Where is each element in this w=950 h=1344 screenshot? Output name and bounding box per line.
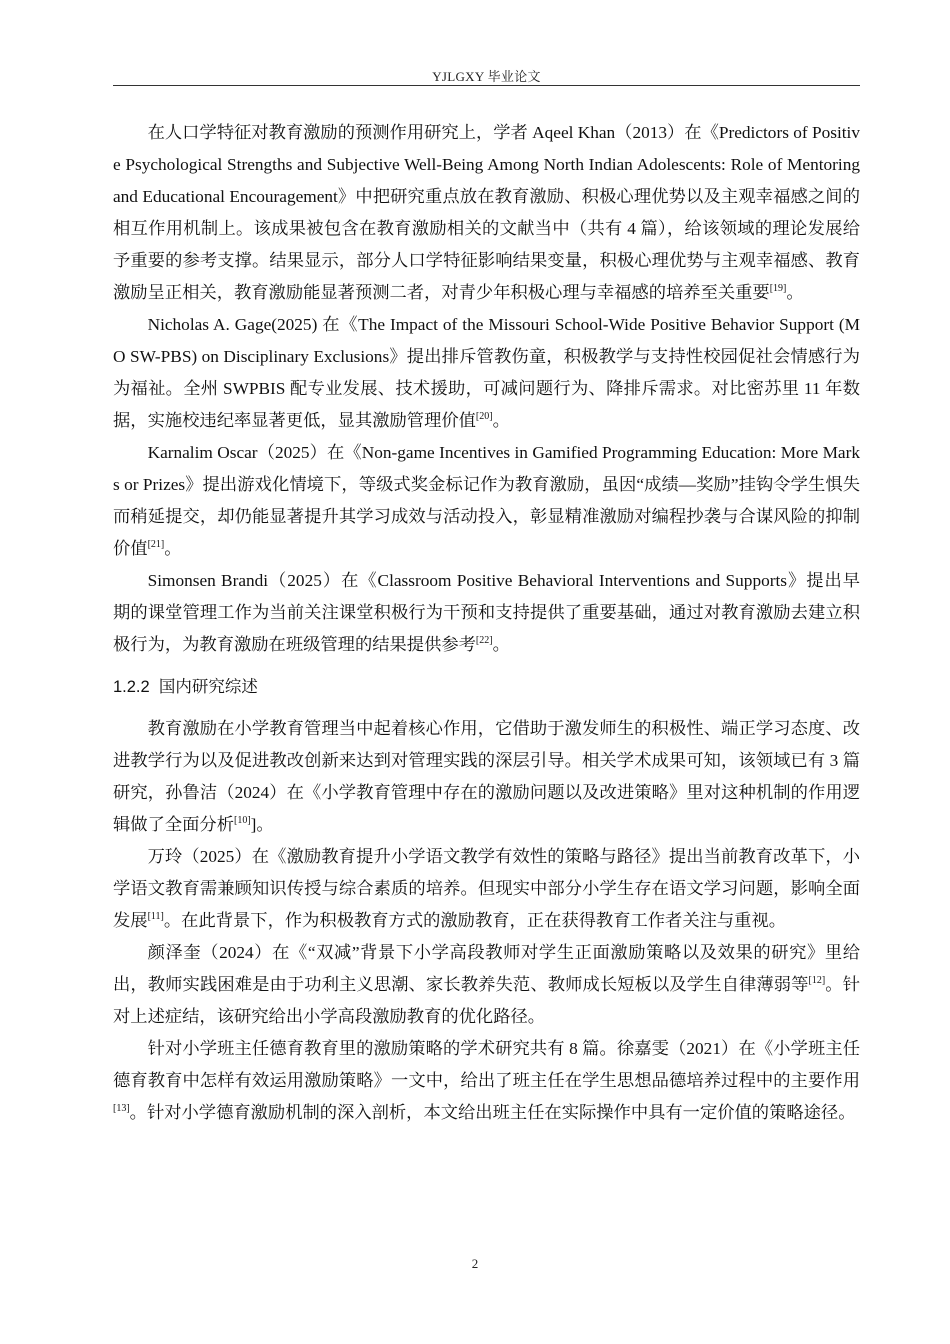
- citation-ref: [12]: [808, 975, 826, 987]
- paragraph-khan: 在人口学特征对教育激励的预测作用研究上，学者 Aqeel Khan（2013）在《Predictors of Positive Psychological Strengths and Subjective Well-Being Among North Indian Adolescents: Role of Mentoring and Educational Encouragement》中把研究重点放在教育激励、积极心理优势以及主观幸福感之间的相互作用机制上。该成果被包含在教育激励相关的文献当中（共有 4 篇），给该领域的理论发展给予重要的参考支撑。结果显示，部分人口学特征影响结果变量，积极心理优势与主观幸福感、教育激励呈正相关，教育激励能显著预测二者，对青少年积极心理与幸福感的培养至关重要[19]。: [113, 123, 860, 302]
- citation-ref: [21]: [147, 539, 165, 551]
- citation-ref: [20]: [475, 411, 493, 423]
- page-footer: [0, 1256, 950, 1272]
- paragraph-wan: 万玲（2025）在《激励教育提升小学语文教学有效性的策略与路径》提出当前教育改革下，小学语文教育需兼顾知识传授与综合素质的培养。但现实中部分小学生存在语文学习问题，影响全面发展[11]。在此背景下，作为积极教育方式的激励教育，正在获得教育工作者关注与重视。: [113, 847, 860, 930]
- citation-ref: [11]: [147, 911, 164, 923]
- paragraph-oscar: Karnalim Oscar（2025）在《Non-game Incentives in Gamified Programming Education: More Marks or Prizes》提出游戏化情境下，等级式奖金标记作为教育激励，虽因“成绩—奖励”挂钩令学生惧失而稍延提交，却仍能显著提升其学习成效与活动投入，彰显精准激励对编程抄袭与合谋风险的抑制价值[21]。: [113, 443, 860, 558]
- citation-ref: [10]: [233, 815, 251, 827]
- citation-ref: [13]: [113, 1103, 130, 1115]
- paragraph-simonsen: Simonsen Brandi（2025）在《Classroom Positive Behavioral Interventions and Supports》提出早期的课堂管理工作为当前关注课堂积极行为干预和支持提供了重要基础，通过对教育激励去建立积极行为，为教育激励在班级管理的结果提供参考[22]。: [113, 571, 860, 654]
- citation-ref: [19]: [769, 283, 787, 295]
- header-rule: [113, 85, 860, 86]
- page-header: [113, 66, 860, 85]
- paragraph-gage: Nicholas A. Gage(2025) 在《The Impact of the Missouri School-Wide Positive Behavior Support (MO SW-PBS) on Disciplinary Exclusions》提出排斥管教伤童，积极教学与支持性校园促社会情感行为为福祉。全州 SWPBIS 配专业发展、技术援助，可减问题行为、降排斥需求。对比密苏里 11 年数据，实施校违纪率显著更低，显其激励管理价值[20]。: [113, 315, 860, 430]
- page-number: 2: [471, 1256, 479, 1271]
- header-title: YJLGXY 毕业论文: [432, 69, 541, 84]
- section-title: 国内研究综述: [158, 678, 258, 696]
- section-number: 1.2.2: [113, 678, 150, 696]
- citation-ref: [22]: [475, 635, 493, 647]
- section-heading: [113, 673, 860, 701]
- paragraph-xu: 针对小学班主任德育教育里的激励策略的学术研究共有 8 篇。徐嘉雯（2021）在《小学班主任德育教育中怎样有效运用激励策略》一文中，给出了班主任在学生思想品德培养过程中的主要作用[13]。针对小学德育激励机制的深入剖析，本文给出班主任在实际操作中具有一定价值的策略途径。: [113, 1039, 860, 1122]
- document-body: [113, 117, 860, 1129]
- paragraph-yan: 颜泽奎（2024）在《“双减”背景下小学高段教师对学生正面激励策略以及效果的研究》里给出，教师实践困难是由于功利主义思潮、家长教养失范、教师成长短板以及学生自律薄弱等[12]。针对上述症结，该研究给出小学高段激励教育的优化路径。: [113, 943, 860, 1026]
- paragraph-sun: 教育激励在小学教育管理当中起着核心作用，它借助于激发师生的积极性、端正学习态度、改进教学行为以及促进教改创新来达到对管理实践的深层引导。相关学术成果可知，该领域已有 3 篇研究，孙鲁洁（2024）在《小学教育管理中存在的激励问题以及改进策略》里对这种机制的作用逻辑做了全面分析[10]]。: [113, 719, 860, 834]
